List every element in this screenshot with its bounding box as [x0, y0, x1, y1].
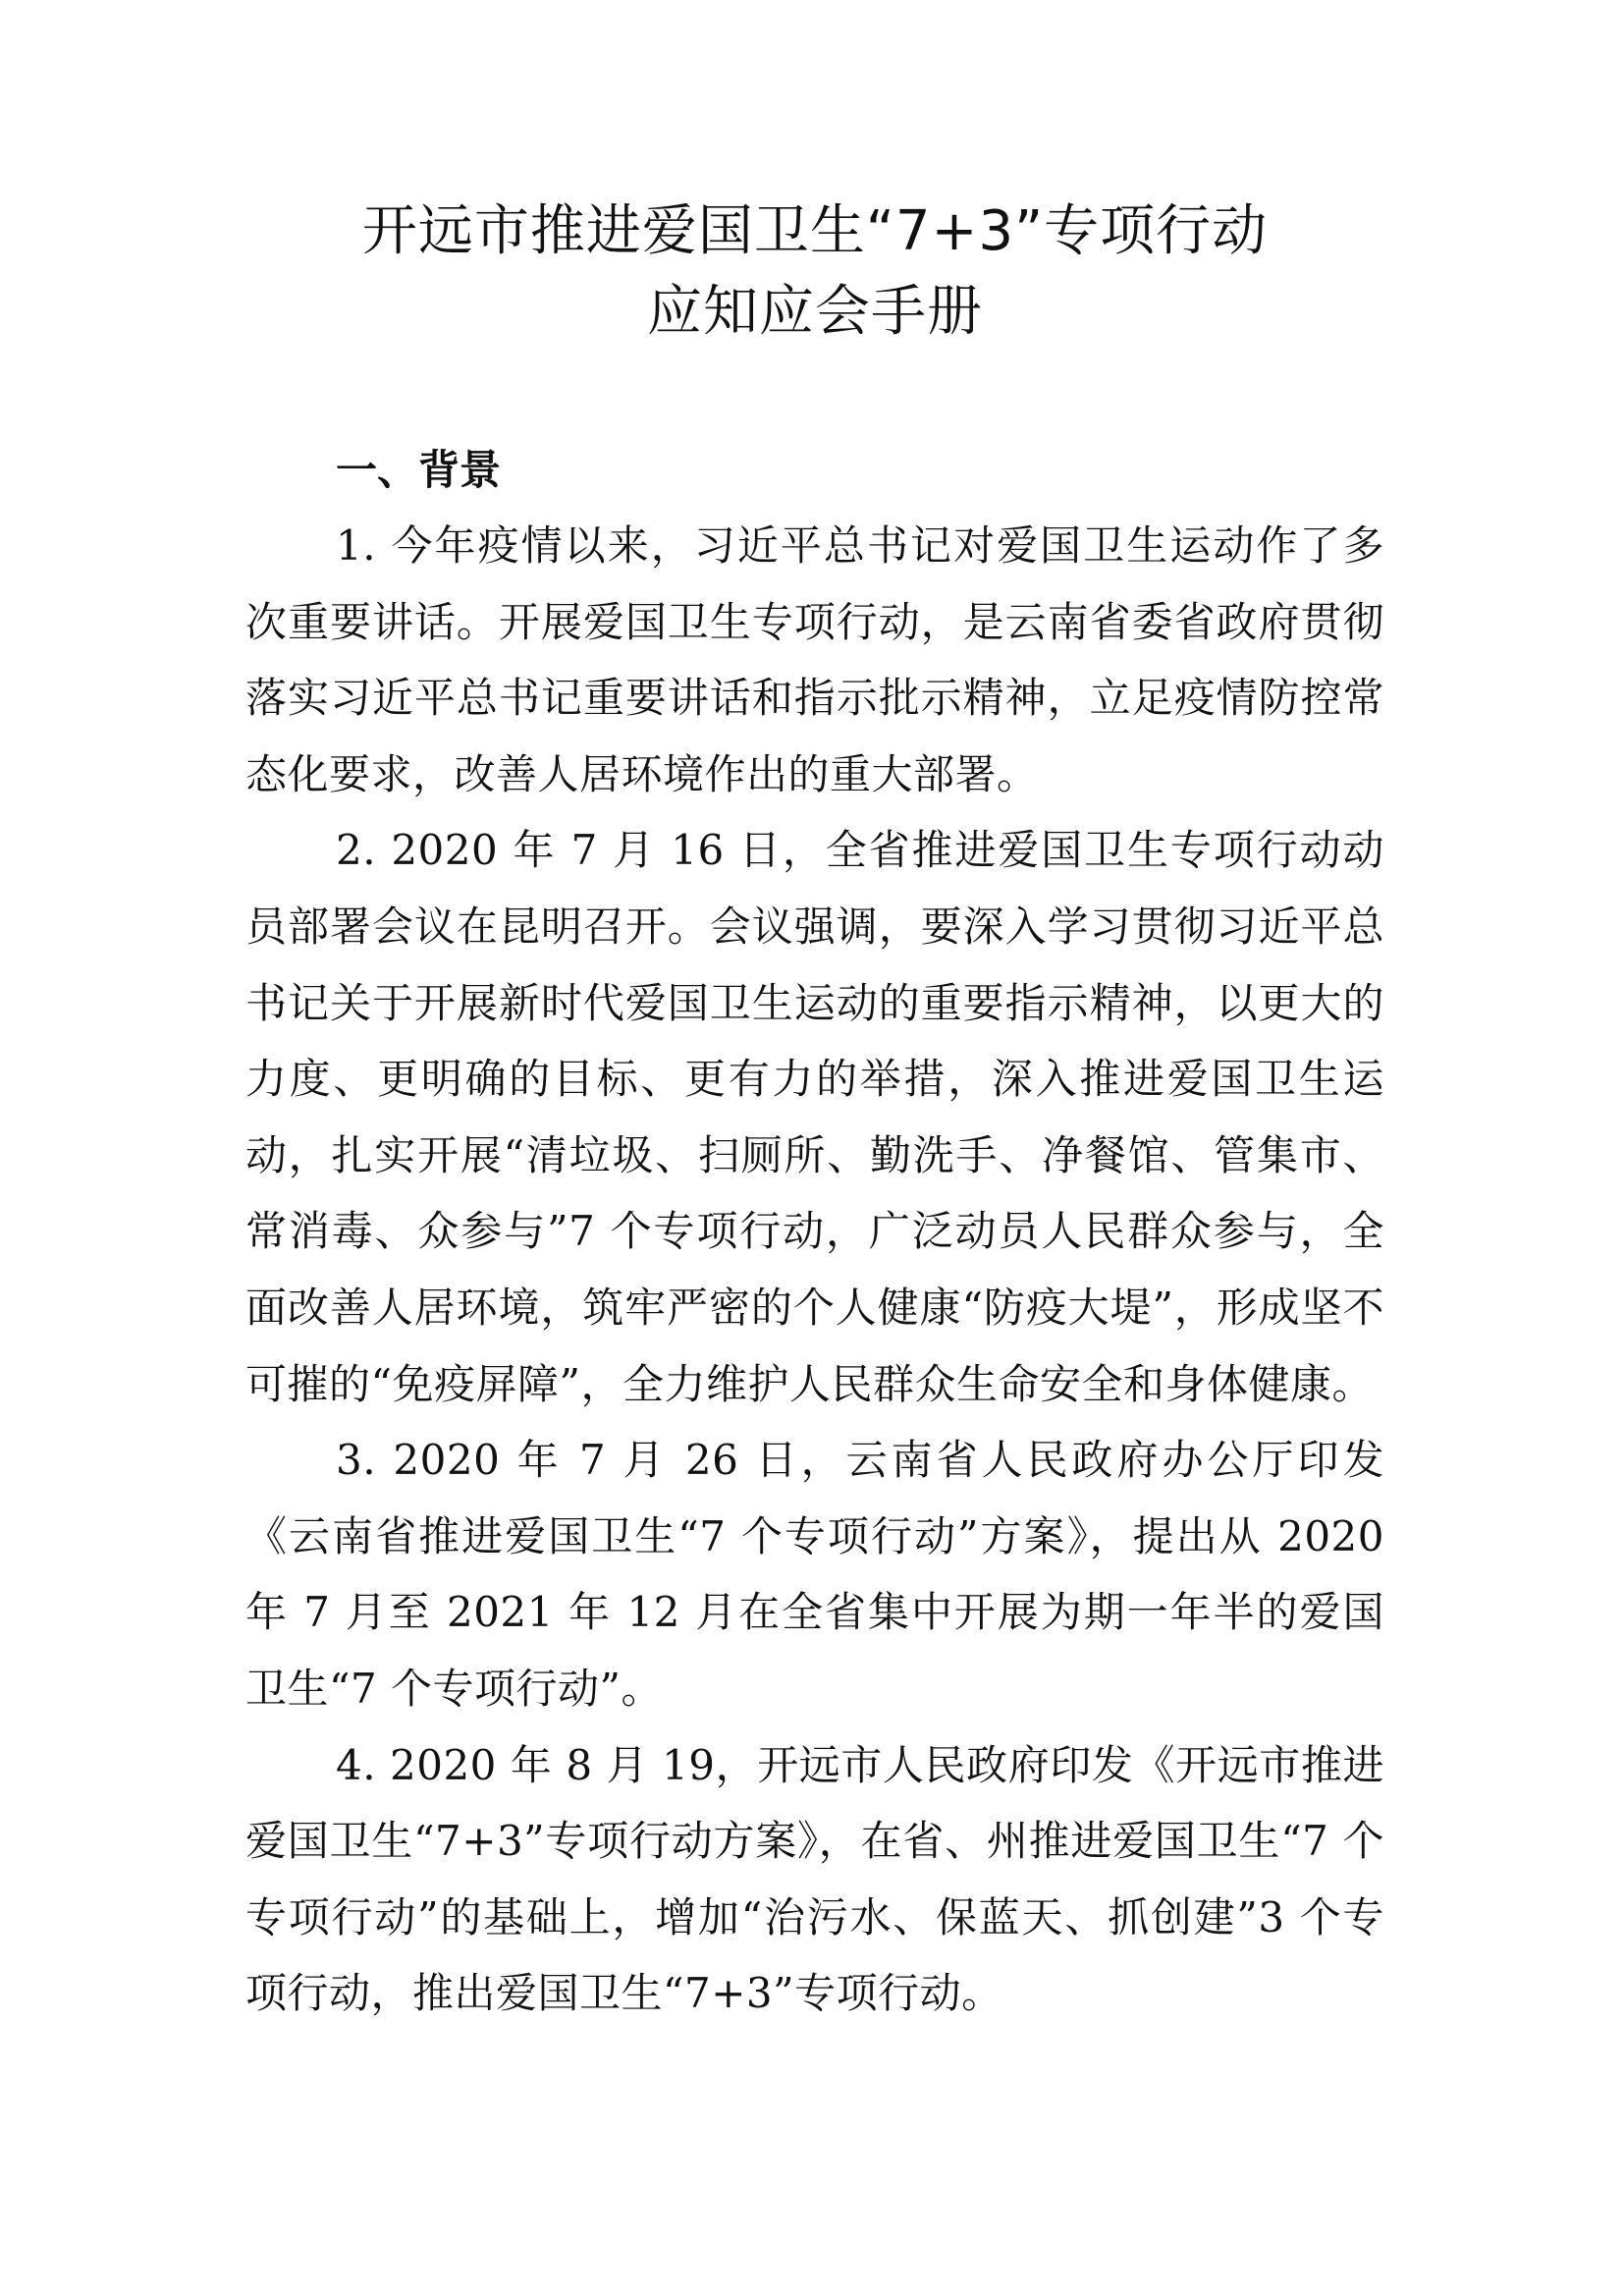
title-line-2: 应知应会手册	[647, 280, 983, 344]
paragraph-4: 4. 2020 年 8 月 19，开远市人民政府印发《开远市推进爱国卫生“7+3”专项行动方案》，在省、州推进爱国卫生“7 个专项行动”的基础上，增加“治污水、保蓝天、抓创建”3 个专项行动，推出爱国卫生“7+3”专项行动。	[245, 1740, 1384, 2018]
paragraph-3: 3. 2020 年 7 月 26 日，云南省人民政府办公厅印发《云南省推进爱国卫生“7 个专项行动”方案》，提出从 2020 年 7 月至 2021 年 12 月在全省集中开展为期一年半的爱国卫生“7 个专项行动”。	[245, 1436, 1384, 1713]
document-title	[245, 191, 1384, 353]
paragraph-2: 2. 2020 年 7 月 16 日，全省推进爱国卫生专项行动动员部署会议在昆明召开。会议强调，要深入学习贯彻习近平总书记关于开展新时代爱国卫生运动的重要指示精神，以更大的力度、更明确的目标、更有力的举措，深入推进爱国卫生运动，扎实开展“清垃圾、扫厕所、勤洗手、净餐馆、管集市、常消毒、众参与”7 个专项行动，广泛动员人民群众参与，全面改善人居环境，筑牢严密的个人健康“防疫大堤”，形成坚不可摧的“免疫屏障”，全力维护人民群众生命安全和身体健康。	[245, 826, 1384, 1408]
paragraph-1: 1. 今年疫情以来，习近平总书记对爱国卫生运动作了多次重要讲话。开展爱国卫生专项行动，是云南省委省政府贯彻落实习近平总书记重要讲话和指示批示精神，立足疫情防控常态化要求，改善人居环境作出的重大部署。	[245, 521, 1384, 798]
section-heading-background: 一、背景	[336, 446, 502, 494]
document-page	[245, 191, 1384, 2032]
title-line-1: 开远市推进爱国卫生“7+3”专项行动	[361, 199, 1269, 263]
